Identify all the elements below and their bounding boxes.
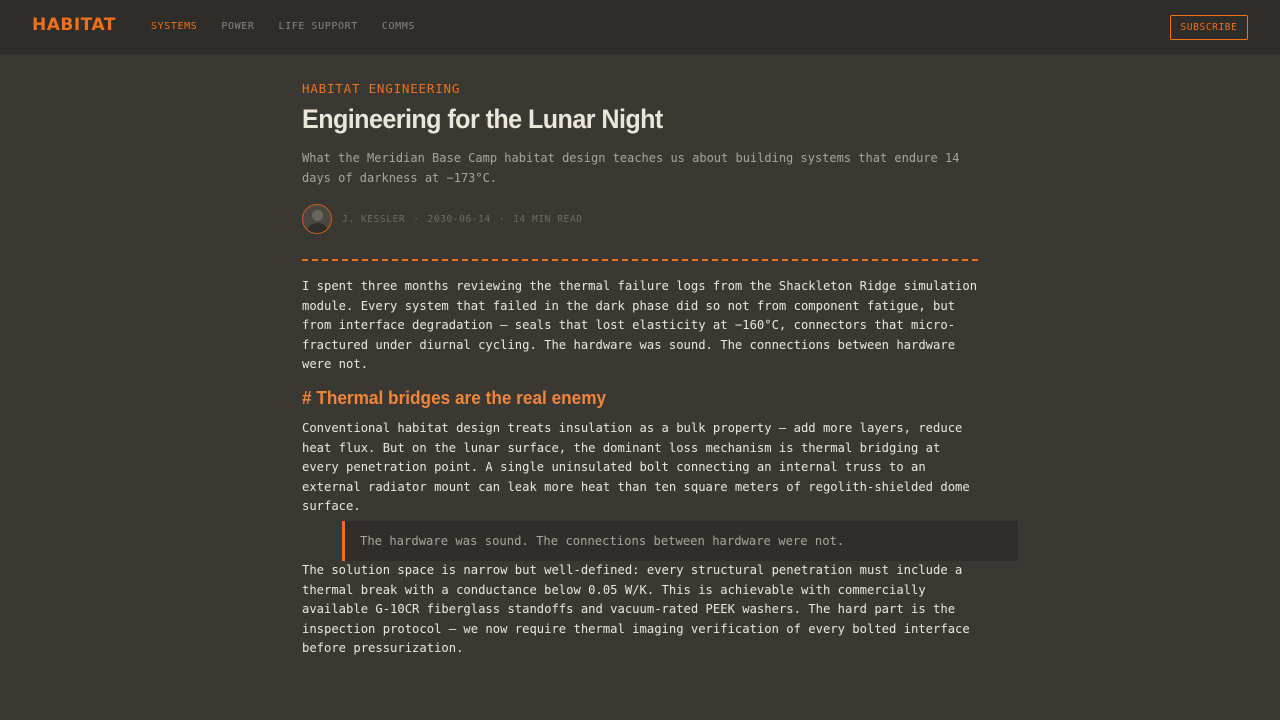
- article-paragraph-1: I spent three months reviewing the thermal failure logs from the Shackleton Ridge simulation module. Every system that failed in the dark phase did so not from component fatigue, but from interface degradation — seals that lost elasticity at −160°C, connectors that micro-fractured under diurnal cycling. The hardware was sound. The connections between hardware were not.: [302, 279, 978, 372]
- site-logo[interactable]: HABITAT: [32, 15, 116, 35]
- dashed-divider: [302, 259, 978, 261]
- subscribe-button[interactable]: SUBSCRIBE: [1170, 15, 1248, 40]
- top-navigation-bar: [0, 0, 1280, 55]
- article-meta: [342, 214, 583, 225]
- nav-item-comms[interactable]: COMMS: [381, 21, 416, 32]
- article-paragraph-2: Conventional habitat design treats insulation as a bulk property — add more layers, reduce heat flux. But on the lunar surface, the dominant loss mechanism is thermal bridging at every penetration point. A single uninsulated bolt connecting an internal truss to an external radiator mount can leak more heat than ten square meters of regolith-shielded dome surface.: [302, 421, 970, 514]
- article-category[interactable]: HABITAT ENGINEERING: [302, 81, 461, 96]
- article-byline: [302, 203, 583, 235]
- pull-quote: The hardware was sound. The connections between hardware were not.: [342, 521, 1018, 561]
- meta-separator: ·: [413, 213, 420, 225]
- main-nav: [151, 21, 415, 32]
- avatar-head-shape: [312, 210, 323, 221]
- meta-separator: ·: [498, 213, 506, 225]
- author-name[interactable]: J. KESSLER: [342, 213, 406, 225]
- nav-item-power[interactable]: POWER: [221, 21, 255, 32]
- read-time: 14 MIN READ: [513, 213, 583, 225]
- nav-item-life-support[interactable]: LIFE SUPPORT: [278, 21, 358, 32]
- nav-item-systems[interactable]: SYSTEMS: [151, 21, 198, 32]
- article-subtitle: What the Meridian Base Camp habitat design teaches us about building systems that endure 14 days of darkness at −173°C.: [302, 151, 960, 185]
- article-title: Engineering for the Lunar Night: [302, 104, 663, 134]
- section-heading: # Thermal bridges are the real enemy: [302, 387, 607, 408]
- avatar-body-shape: [307, 223, 328, 234]
- publish-date: 2030-06-14: [427, 213, 491, 225]
- article-paragraph-3: The solution space is narrow but well-defined: every structural penetration must include a thermal break with a conductance below 0.05 W/K. This is achievable with commercially available G-10CR fiberglass standoffs and vacuum-rated PEEK washers. The hard part is the inspection protocol — we now require thermal imaging verification of every bolted interface before pressurization.: [302, 563, 970, 656]
- user-avatar-icon[interactable]: [302, 204, 332, 234]
